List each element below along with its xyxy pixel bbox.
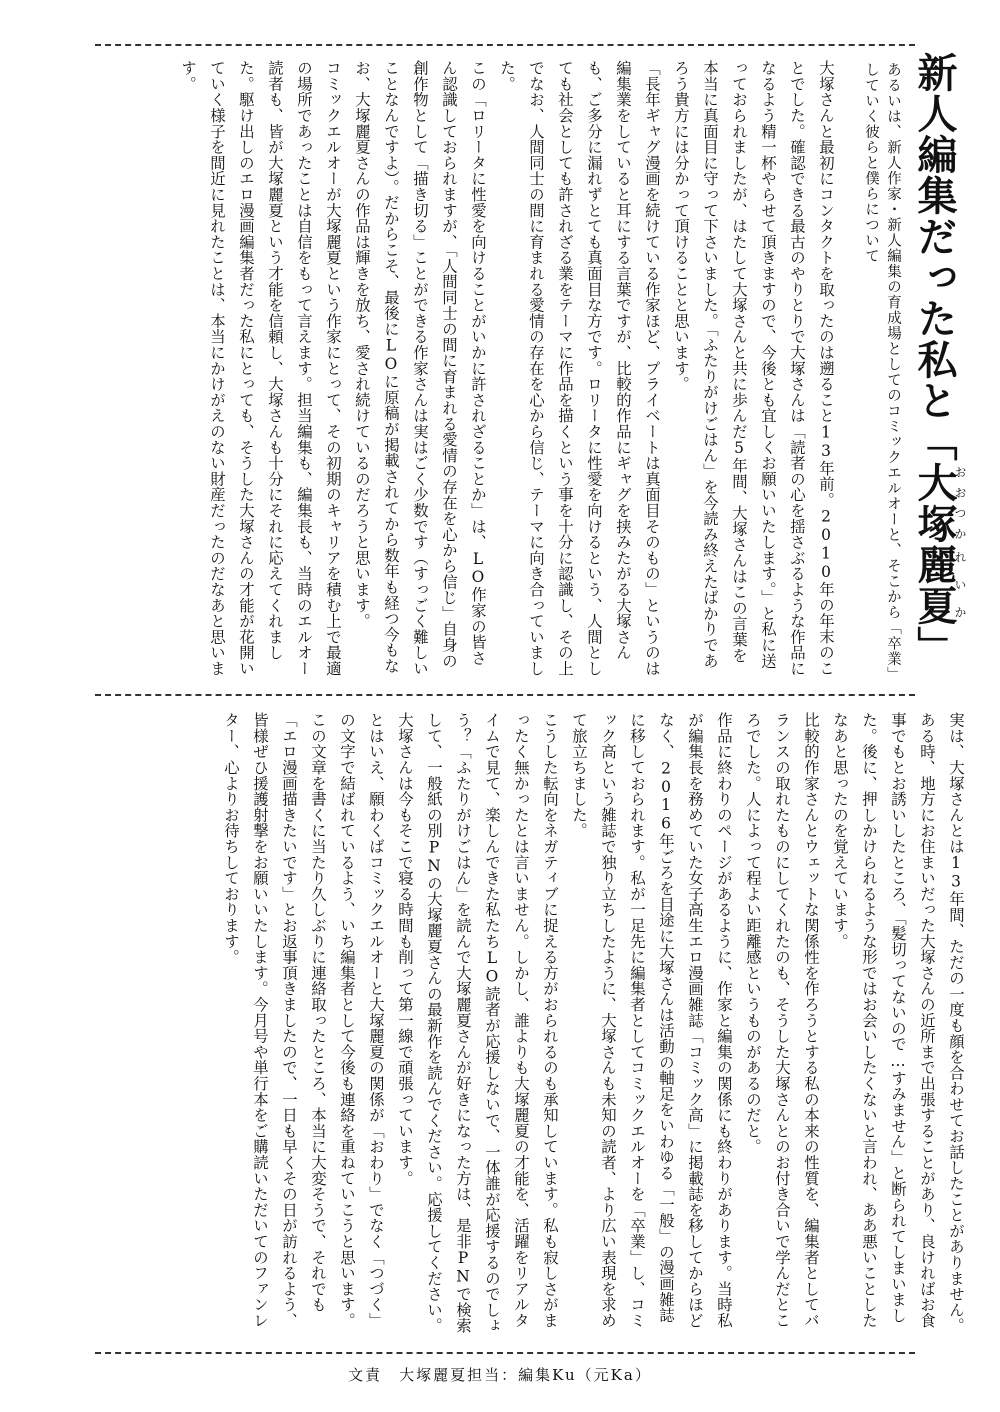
title-name-reika <box>911 544 967 626</box>
body-paragraph: 実は、大塚さんとは13年間、ただの一度も顔を合わせてお話したことがありません。ある時、地方にお住まいだった大塚さんの近所まで出張することがあり、良ければお食事でもとお誘いしたところ、「髪切ってないので…すみません」と断られてしまいました。後に、押しかけられるような形ではお会いしたくないと言われ、ああ悪いことしたなあと思ったのを覚えています。 <box>831 712 965 1334</box>
body-paragraph: とはいえ、願わくばコミックエルオーと大塚麗夏の関係が「おわり」でなく「つづく」の文字で結ばれているよう、いち編集者として今後も連絡を重ねていこうと思います。この文章を書くに当たり久しぶりに連絡取ったところ、本当に大変そうで、それでも「エロ漫画描きたいです」とお返事頂きましたので、一日も早くその日が訪れるよう、皆様ぜひ援護射撃をお願いいたします。今月号や単行本をご購読いただいてのファンレター、心よりお待ちしております。 <box>222 712 385 1329</box>
title-name-reika-text: 麗夏 <box>911 544 957 626</box>
title-name-otsuka-ruby: おおつか <box>953 462 967 544</box>
body-paragraph: この「ロリータに性愛を向けることがいかに許されざることか」は、LO作家の皆さん認識しておられますが、「人間同士の間に育まれる愛情の存在を心から信じ」自身の創作物として「描き切る」ことができる作家さんは実はごく少数です（すっごく難しいことなんですよ）。だからこそ、最後にLOに原稿が掲載されてから数年も経つ今もなお、大塚麗夏さんの作品は輝きを放ち、愛され続けているのだろうと思います。 <box>353 60 487 677</box>
body-paragraph: 比較的作家さんとウェットな関係性を作ろうとする私の本来の性質を、編集者としてバランスの取れたものにしてくれたのも、そうした大塚さんとのお付き合いで学んだところでした。人によって程よい距離感というものがあるのだと。 <box>744 712 820 1329</box>
body-paragraph: 大塚さんと最初にコンタクトを取ったのは遡ること13年前。2010年の年末のことでした。確認できる最古のやりとりで大塚さんは「読者の心を揺さぶるような作品になるよう精一杯やらせて頂きますので、今後とも宜しくお願いいたします。」と私に送っておられましたが、はたして大塚さんと共に歩んだ5年間、大塚さんはこの言葉を本当に真面目に守って下さいました。「ふたりがけごはん」を今読み終えたばかりであろう貴方には分かって頂けることと思います。 <box>672 60 835 677</box>
body-paragraph: コミックエルオーが大塚麗夏という作家にとって、その初期のキャリアを積む上で最適の場所であったことは自信をもって言えます。担当編集も、編集長も、当時のエルオー読者も、皆が大塚麗夏という才能を信頼し、大塚さんも十分にそれに応えてくれました。駆け出しのエロ漫画編集者だった私にとっても、そうした大塚さんの才能が花開いていく様子を間近に見れたことは、本当にかけがえのない財産だったのだなあと思います。 <box>179 60 342 677</box>
author-credit: 文責 大塚麗夏担当：編集Ku（元Ka） <box>348 1366 652 1384</box>
article-subtitle: あるいは、新人作家・新人編集の育成場としてのコミックエルオーと、そこから「卒業」していく彼らと僕らについて <box>863 62 901 682</box>
article-body-bottom <box>90 712 970 1336</box>
article-body-top <box>120 60 840 678</box>
title-close-bracket: 」 <box>911 626 957 667</box>
article-title <box>910 52 966 692</box>
title-name-reika-ruby: れいか <box>953 544 967 626</box>
title-name-otsuka-text: 大塚 <box>911 462 957 544</box>
body-paragraph: 作品に終わりのページがあるように、作家と編集の関係にも終わりがあります。当時私が編集長を務めていた女子高生エロ漫画雑誌「コミック高」に掲載誌を移してからほどなく、2016年ごろを目途に大塚さんは活動の軸足をいわゆる「一般」の漫画雑誌に移しておられます。私が一足先に編集者としてコミックエルオーを「卒業」し、コミック高という雑誌で独り立ちしたように、大塚さんも未知の読者、より広い表現を求めて旅立ちました。 <box>570 712 733 1329</box>
title-lead: 新人編集だった私と「 <box>911 52 957 462</box>
title-name-otsuka <box>911 462 967 544</box>
top-dashed-divider <box>95 44 915 46</box>
bottom-dashed-divider <box>95 1352 915 1354</box>
middle-dashed-divider <box>95 694 915 696</box>
body-paragraph: こうした転向をネガティブに捉える方がおられるのも承知しています。私も寂しさがまったく無かったとは言いません。しかし、誰よりも大塚麗夏の才能を、活躍をリアルタイムで見て、楽しんできた私たちLO読者が応援しないで、一体誰が応援するのでしょう？「ふたりがけごはん」を読んで大塚麗夏さんが好きになった方は、是非PNで検索して、一般紙の別PNの大塚麗夏さんの最新作を読んでください。応援してください。大塚さんは今もそこで寝る時間も削って第一線で頑張っています。 <box>396 712 559 1334</box>
body-paragraph: 「長年ギャグ漫画を続けている作家ほど、プライベートは真面目そのもの」というのは編集業をしていると耳にする言葉ですが、比較的作品にギャグを挟みたがる大塚さんも、ご多分に漏れずとても真面目な方です。ロリータに性愛を向けるという、人間としても社会としても許されざる業をテーマに作品を描くという事を十分に認識し、その上でなお、人間同士の間に育まれる愛情の存在を心から信じ、テーマに向き合っていました。 <box>498 60 661 677</box>
